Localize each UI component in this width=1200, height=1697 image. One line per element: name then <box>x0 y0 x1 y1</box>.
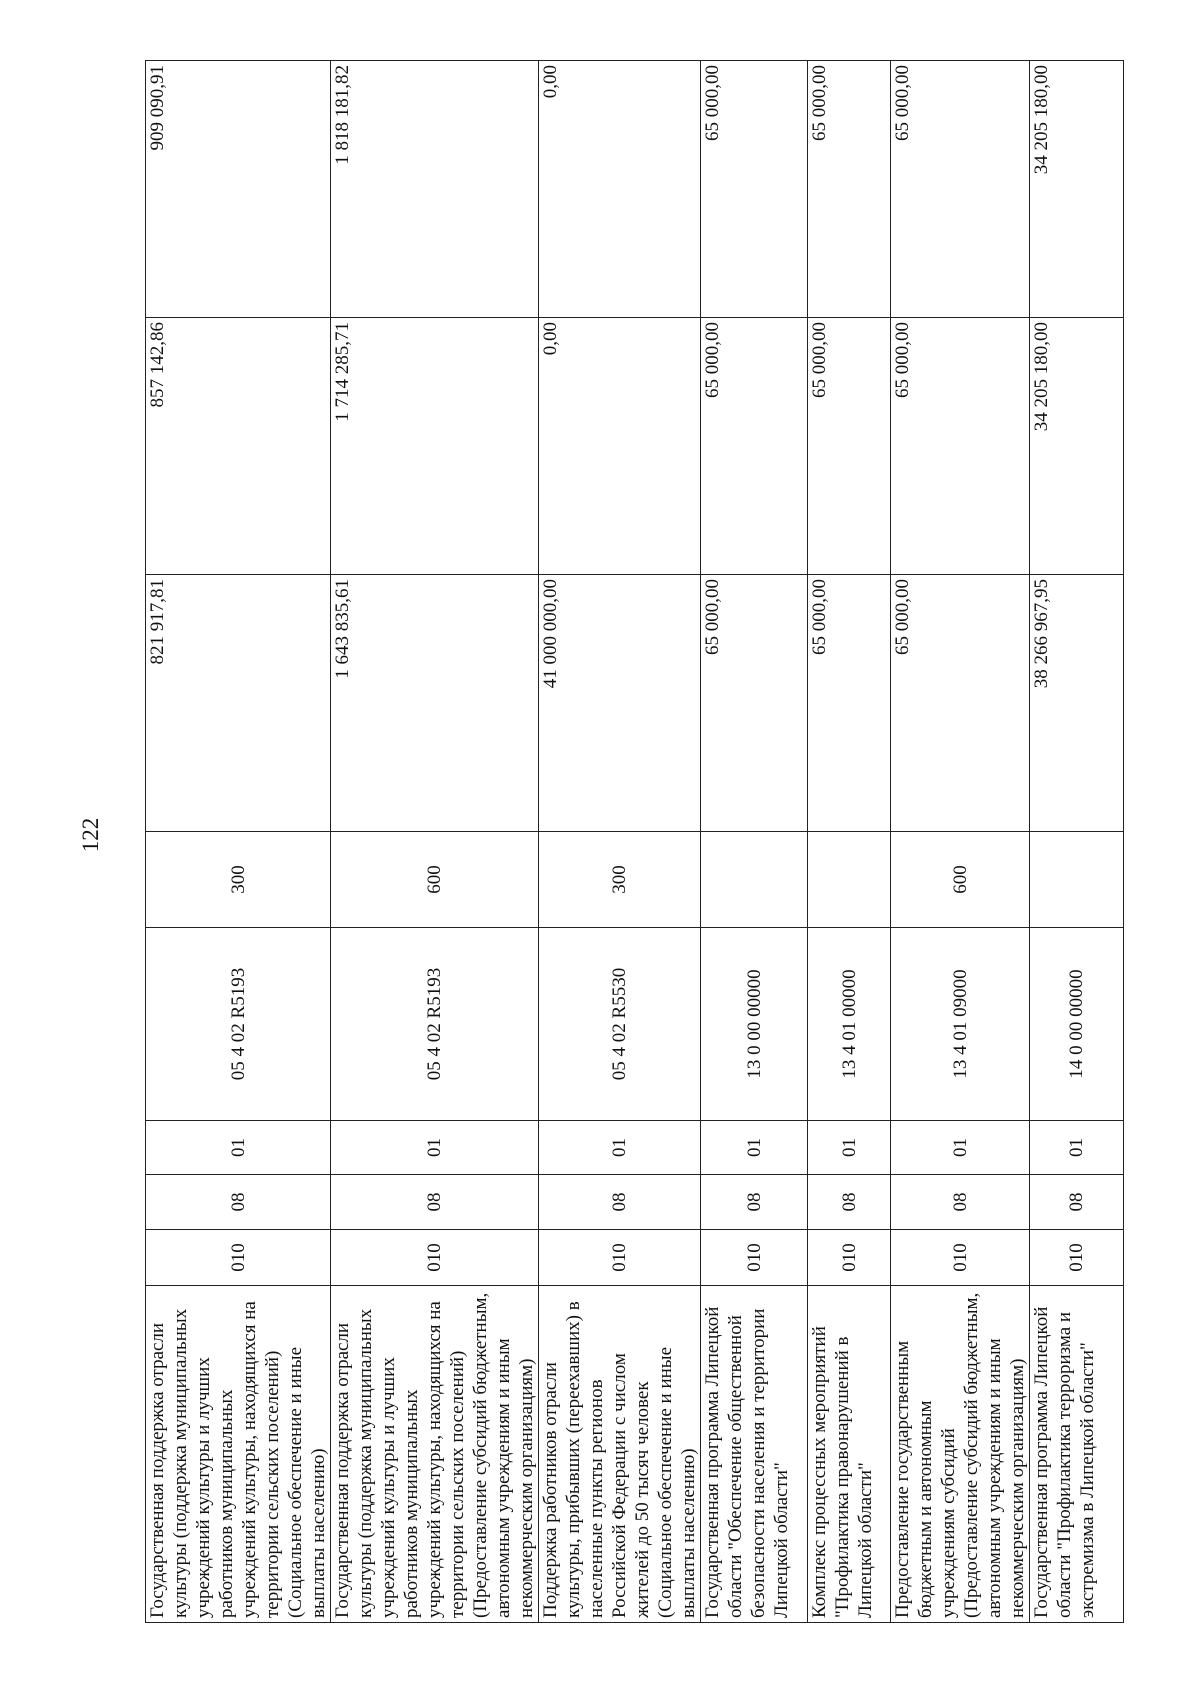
cell-sum-3: 1 818 181,82 <box>331 61 539 318</box>
cell-sum-3: 0,00 <box>539 61 701 318</box>
cell-sum-1: 65 000,00 <box>701 575 808 832</box>
cell-subsection: 01 <box>891 1121 1030 1175</box>
table-row <box>701 61 808 1623</box>
cell-expense-type <box>1030 832 1124 928</box>
cell-sum-2: 65 000,00 <box>891 318 1030 575</box>
cell-section: 08 <box>331 1175 539 1230</box>
cell-target: 05 4 02 R5530 <box>539 928 701 1121</box>
cell-admin: 010 <box>1030 1230 1124 1286</box>
cell-sum-1: 1 643 835,61 <box>331 575 539 832</box>
cell-subsection: 01 <box>1030 1121 1124 1175</box>
cell-sum-3: 65 000,00 <box>701 61 808 318</box>
cell-name: Предоставление государственным бюджетным и автономным учреждениям субсидий (Предоставление субсидий бюджетным, автономным учреждениям и иным некоммерческим организациям) <box>891 1286 1030 1623</box>
cell-target: 05 4 02 R5193 <box>331 928 539 1121</box>
cell-section: 08 <box>808 1175 891 1230</box>
cell-subsection: 01 <box>808 1121 891 1175</box>
cell-section: 08 <box>539 1175 701 1230</box>
cell-target: 13 4 01 00000 <box>808 928 891 1121</box>
cell-section: 08 <box>891 1175 1030 1230</box>
cell-admin: 010 <box>331 1230 539 1286</box>
cell-sum-2: 0,00 <box>539 318 701 575</box>
cell-target: 13 0 00 00000 <box>701 928 808 1121</box>
cell-admin: 010 <box>146 1230 331 1286</box>
table-row <box>539 61 701 1623</box>
cell-name: Государственная поддержка отрасли культуры (поддержка муниципальных учреждений культуры и лучших работников муниципальных учреждений культуры, находящихся на территории сельских поселений) (Предоставление субсидий бюджетным, автономным учреждениям и иным некоммерческим организациям) <box>331 1286 539 1623</box>
table-row <box>146 61 331 1623</box>
cell-target: 14 0 00 00000 <box>1030 928 1124 1121</box>
cell-admin: 010 <box>539 1230 701 1286</box>
cell-expense-type <box>808 832 891 928</box>
cell-sum-2: 34 205 180,00 <box>1030 318 1124 575</box>
cell-expense-type: 600 <box>891 832 1030 928</box>
page-number: 122 <box>78 817 103 853</box>
cell-section: 08 <box>701 1175 808 1230</box>
cell-name: Государственная программа Липецкой области "Обеспечение общественной безопасности населения и территории Липецкой области" <box>701 1286 808 1623</box>
cell-admin: 010 <box>808 1230 891 1286</box>
table-row <box>1030 61 1124 1623</box>
cell-subsection: 01 <box>146 1121 331 1175</box>
cell-sum-2: 1 714 285,71 <box>331 318 539 575</box>
cell-section: 08 <box>1030 1175 1124 1230</box>
cell-section: 08 <box>146 1175 331 1230</box>
cell-subsection: 01 <box>539 1121 701 1175</box>
cell-sum-1: 65 000,00 <box>891 575 1030 832</box>
cell-sum-3: 65 000,00 <box>808 61 891 318</box>
budget-table <box>145 60 1124 1623</box>
cell-sum-2: 65 000,00 <box>701 318 808 575</box>
cell-sum-3: 909 090,91 <box>146 61 331 318</box>
table-row <box>331 61 539 1623</box>
cell-sum-3: 34 205 180,00 <box>1030 61 1124 318</box>
cell-subsection: 01 <box>701 1121 808 1175</box>
cell-sum-2: 857 142,86 <box>146 318 331 575</box>
cell-target: 05 4 02 R5193 <box>146 928 331 1121</box>
cell-sum-1: 821 917,81 <box>146 575 331 832</box>
cell-expense-type <box>701 832 808 928</box>
cell-name: Государственная поддержка отрасли культуры (поддержка муниципальных учреждений культуры и лучших работников муниципальных учреждений культуры, находящихся на территории сельских поселений) (Социальное обеспечение и иные выплаты населению) <box>146 1286 331 1623</box>
cell-sum-1: 41 000 000,00 <box>539 575 701 832</box>
cell-name: Государственная программа Липецкой области "Профилактика терроризма и экстремизма в Липецкой области" <box>1030 1286 1124 1623</box>
cell-subsection: 01 <box>331 1121 539 1175</box>
cell-admin: 010 <box>701 1230 808 1286</box>
cell-admin: 010 <box>891 1230 1030 1286</box>
cell-target: 13 4 01 09000 <box>891 928 1030 1121</box>
table-body <box>146 61 1124 1623</box>
cell-expense-type: 300 <box>539 832 701 928</box>
cell-name: Поддержка работников отрасли культуры, прибывших (переехавших) в населенные пункты регионов Российской Федерации с числом жителей до 50 тысяч человек (Социальное обеспечение и иные выплаты населению) <box>539 1286 701 1623</box>
cell-name: Комплекс процессных мероприятий "Профилактика правонарушений в Липецкой области" <box>808 1286 891 1623</box>
cell-sum-1: 65 000,00 <box>808 575 891 832</box>
table-row <box>808 61 891 1623</box>
table-row <box>891 61 1030 1623</box>
cell-expense-type: 600 <box>331 832 539 928</box>
cell-expense-type: 300 <box>146 832 331 928</box>
rotated-table-wrapper <box>145 61 1098 1623</box>
cell-sum-1: 38 266 967,95 <box>1030 575 1124 832</box>
cell-sum-3: 65 000,00 <box>891 61 1030 318</box>
cell-sum-2: 65 000,00 <box>808 318 891 575</box>
